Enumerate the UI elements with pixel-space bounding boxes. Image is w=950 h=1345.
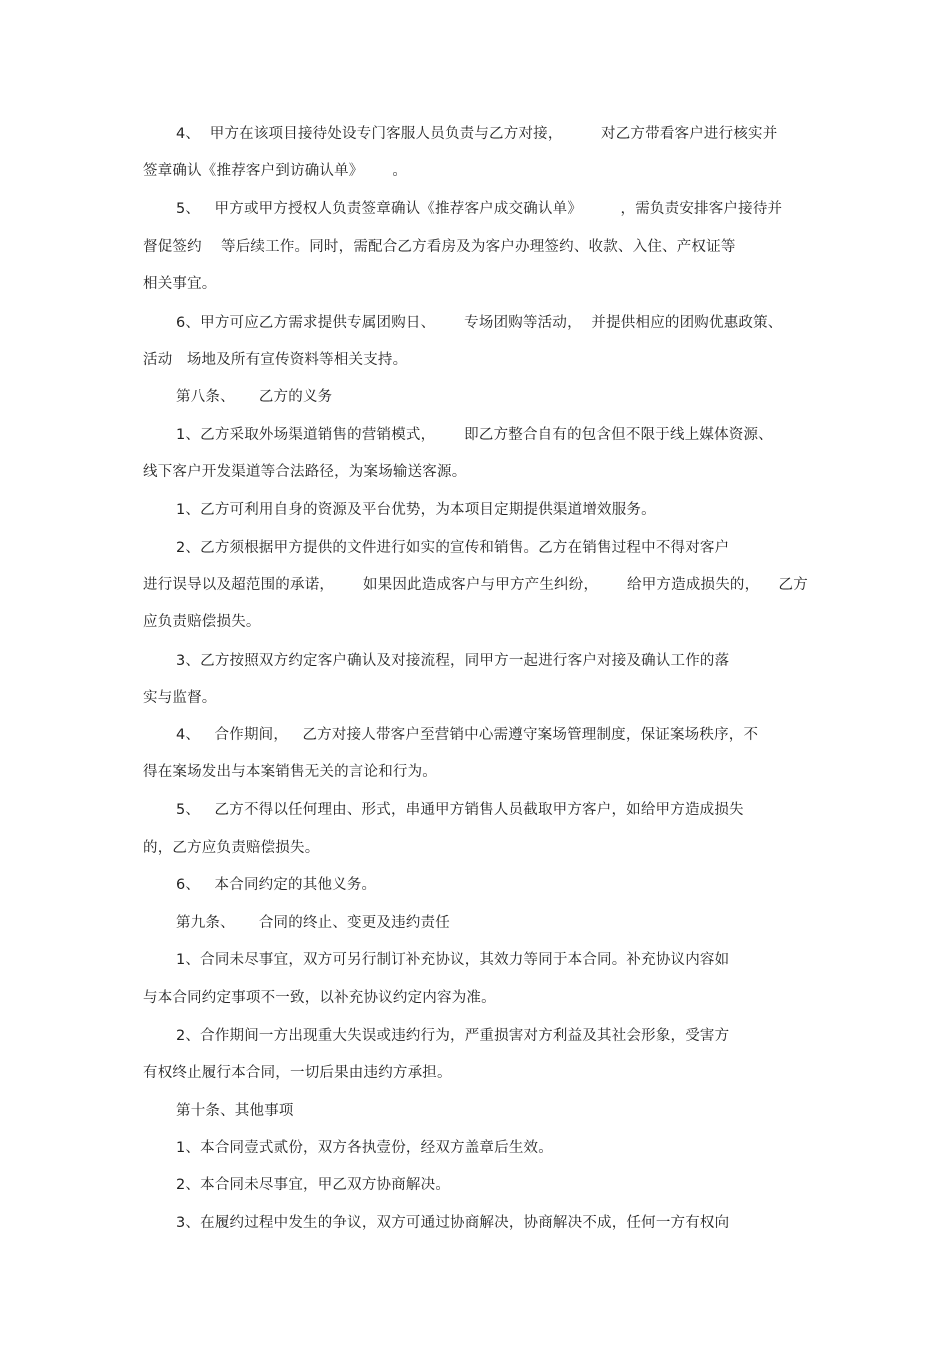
text-line: 签章确认《推荐客户到访确认单》 。 xyxy=(143,163,408,179)
text-line: 应负责赔偿损失。 xyxy=(143,614,261,630)
text-line: 3、在履约过程中发生的争议，双方可通过协商解决，协商解决不成，任何一方有权向 xyxy=(176,1215,730,1231)
text-line: 实与监督。 xyxy=(143,690,217,706)
text-line: 的，乙方应负责赔偿损失。 xyxy=(143,840,320,856)
text-line: 4、 合作期间， 乙方对接人带客户至营销中心需遵守案场管理制度，保证案场秩序，不 xyxy=(176,727,759,743)
text-line: 线下客户开发渠道等合法路径，为案场输送客源。 xyxy=(143,464,467,480)
section-heading: 第八条、 乙方的义务 xyxy=(176,389,333,405)
text-line: 1、本合同壹式贰份，双方各执壹份，经双方盖章后生效。 xyxy=(176,1140,553,1156)
text-line: 2、合作期间一方出现重大失误或违约行为，严重损害对方利益及其社会形象，受害方 xyxy=(176,1028,730,1044)
text-line: 相关事宜。 xyxy=(143,276,217,292)
text-line: 5、 甲方或甲方授权人负责签章确认《推荐客户成交确认单》 ，需负责安排客户接待并 xyxy=(176,201,783,217)
section-heading: 第十条、其他事项 xyxy=(176,1103,294,1119)
text-line: 3、乙方按照双方约定客户确认及对接流程，同甲方一起进行客户对接及确认工作的落 xyxy=(176,653,730,669)
text-line: 1、合同未尽事宜，双方可另行制订补充协议，其效力等同于本合同。补充协议内容如 xyxy=(176,952,730,968)
text-line: 进行误导以及超范围的承诺， 如果因此造成客户与甲方产生纠纷， 给甲方造成损失的， 乙方 xyxy=(143,577,808,593)
text-line: 与本合同约定事项不一致，以补充协议约定内容为准。 xyxy=(143,990,496,1006)
text-line: 得在案场发出与本案销售无关的言论和行为。 xyxy=(143,764,437,780)
text-line: 4、 甲方在该项目接待处设专门客服人员负责与乙方对接， 对乙方带看客户进行核实并 xyxy=(176,126,778,142)
text-line: 5、 乙方不得以任何理由、形式，串通甲方销售人员截取甲方客户，如给甲方造成损失 xyxy=(176,802,744,818)
text-line: 督促签约 等后续工作。同时，需配合乙方看房及为客户办理签约、收款、入住、产权证等 xyxy=(143,239,736,255)
text-line: 6、甲方可应乙方需求提供专属团购日、 专场团购等活动， 并提供相应的团购优惠政策、 xyxy=(176,315,783,331)
text-line: 6、 本合同约定的其他义务。 xyxy=(176,877,377,893)
text-line: 2、本合同未尽事宜，甲乙双方协商解决。 xyxy=(176,1177,451,1193)
text-line: 2、乙方须根据甲方提供的文件进行如实的宣传和销售。乙方在销售过程中不得对客户 xyxy=(176,540,730,556)
text-line: 1、乙方可利用自身的资源及平台优势，为本项目定期提供渠道增效服务。 xyxy=(176,502,656,518)
text-line: 活动 场地及所有宣传资料等相关支持。 xyxy=(143,352,408,368)
section-heading: 第九条、 合同的终止、变更及违约责任 xyxy=(176,915,450,931)
text-line: 1、乙方采取外场渠道销售的营销模式， 即乙方整合自有的包含但不限于线上媒体资源、 xyxy=(176,427,773,443)
text-line: 有权终止履行本合同，一切后果由违约方承担。 xyxy=(143,1065,452,1081)
